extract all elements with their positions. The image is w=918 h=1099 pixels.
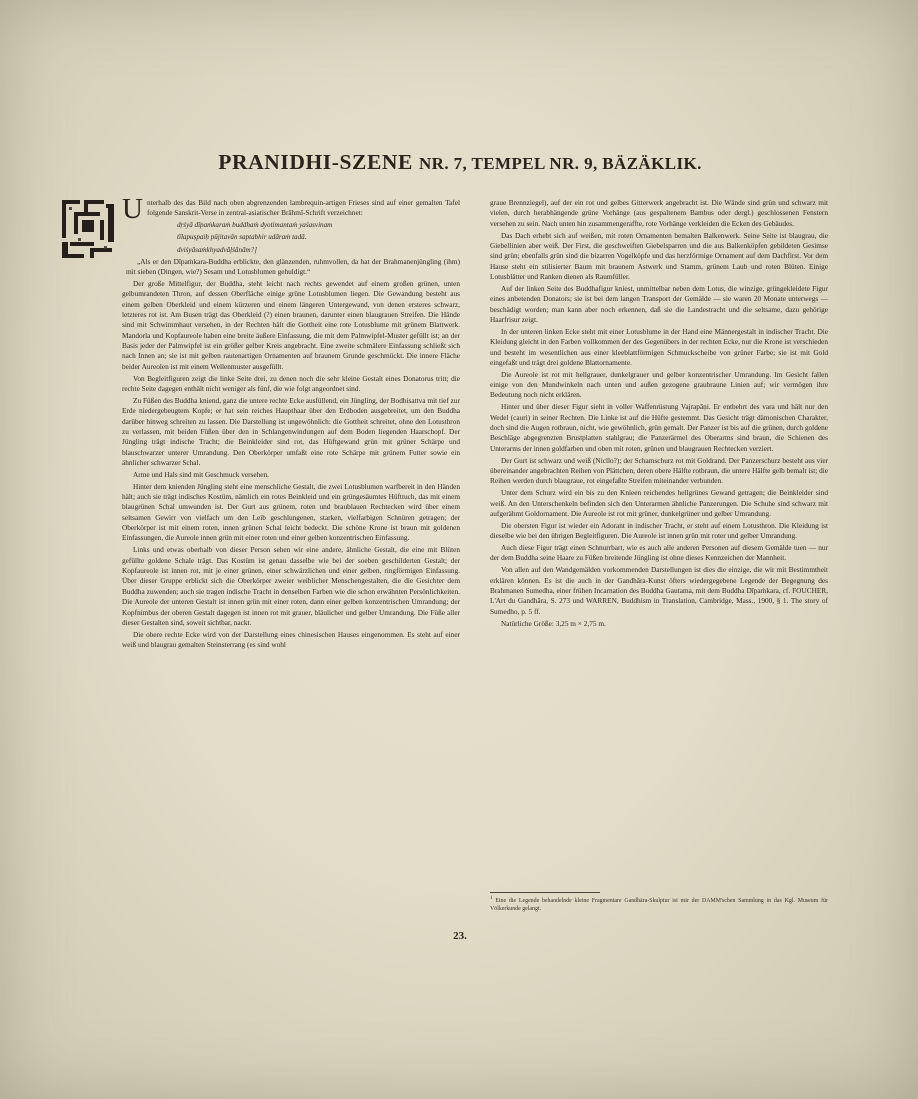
sanskrit-verse-line: tīlapuṣpaiḥ pūjitavān saptabhir udāraṁ tadā. [177,233,307,242]
right-text-column [490,198,828,630]
paragraph-text: nterhalb des das Bild nach oben abgrenzenden lambrequin-artigen Frieses sind auf einer gemalten Tafel folgende Sanskrit-Verse in zentral-asiatischer Brāhmī-Schrift verzeichnet: [146,198,460,218]
paragraph: In der unteren linken Ecke steht mit einer Lotusblume in der Hand eine Männergestalt in indischer Tracht. Die Kleidung gleicht in den Farben vollkommen der des Gegenübers in der rechten Ecke, nur die Krone ist verschieden und besteht im wesentlichen aus einer kleeblattförmigen Schmuckscheibe von grüner Farbe; sie ist mit Gold eingefaßt und trägt drei goldene Blattornamente. [490,326,828,367]
paragraph: Die obere rechte Ecke wird von der Darstellung eines chinesischen Hauses eingenommen. Es steht auf einer weiß und blaugrau gemalten Steinsterrang (es sind wohl [122,629,460,650]
page-title [60,150,860,175]
decorative-initial-ornament [60,198,116,260]
paragraph: Arme und Hals sind mit Geschmuck versehen. [133,469,269,479]
drop-cap: U [122,193,143,225]
footnote-text: Eine die Legende behandelnde kleine Fragmentare Gandhāra-Skulptur ist mir der DAMM'schen Sammlung in das Kgl. Museum für Völkerkunde gelangt. [490,897,828,913]
sanskrit-verse-line: dviśyāsaṁkhyadvāļśānām?] [177,245,257,254]
paragraph: Auf der linken Seite des Buddhafigur kniest, unmittelbar neben dem Lotus, die winzige, grüngekleidete Figur eines anbetenden Donators; sie ist bei dem langen Transport der Gemälde — sie waren 20 Monate unterwegs — beschädigt worden; man kann aber noch erkennen, daß sie die Landestracht und die seltsame, dazu gehörige Haarfrisur zeigt. [490,283,828,324]
page-number: 23. [453,930,467,942]
paragraph: Die obersten Figur ist wieder ein Adorant in indischer Tracht, er steht auf einem Lotusthron. Die Kleidung ist dieselbe wie bei den übrigen Begleitfiguren. Die Aureole ist innen grün mit roter und gelber Umrandung. [490,520,828,541]
paragraph: Auch diese Figur trägt einen Schnurrbart, wie es auch alle anderen Personen auf diesem Gemälde tuen — nur der dem Buddha seine Haare zu Füßen breitende Jüngling ist ohne dieses Kennzeichen der Mannheit. [490,543,828,563]
paragraph: Natürliche Größe: 3,25 m × 2,75 m. [501,618,606,628]
paragraph: Der Gurt ist schwarz und weiß (Nicllo?); der Schamschurz rot mit Goldrand. Der Panzerschurz besteht aus vier übereinander angebrachten Reihen von Plättchen, deren obere Hälfte rotbraun, die untere Hälfte gelb bemalt ist; die Reihen werden durch blaugraue, rot eingefaßte Streifen miteinander verbunden. [490,455,828,486]
sanskrit-verse-line: dṛśyā dīpaṁkaraṁ buddhaṁ dyotimantaṁ yaśasvinam [177,221,333,230]
paragraph: graue Brennziegel), auf der ein rot und gelbes Gitterwerk angebracht ist. Die Wände sind grün und schwarz mit vielen, durch herabhängende grüne Vorhänge (aus gespaltenem Bambus oder dergl.) geschlossenen Fenstern versehen zu sein. Nach unten hin zusammengeraffte, rote Vorhänge verkleiden die Ecken des Gebäudes. [490,198,828,228]
paragraph: Unter dem Schurz wird ein bis zu den Knieen reichendes hellgrünes Gewand getragen; die Beinkleider sind weiß. An den Unterschenkeln befinden sich den Unterarmen ähnliche Panzerungen. Die Schuhe sind schwarz mit aufgerähmt Goldornament. Die Aureole ist rot mit grüner, dunkelgrüner und gelber Umrandung. [490,488,828,518]
page-title-main: PRANIDHI-SZENE [218,150,413,174]
paragraph: Von allen auf den Wandgemälden vorkommenden Darstellungen ist dies die einzige, die wir mit Bestimmtheit erklären können. Es ist die auch in der Gandhāra-Kunst öfters wiedergegebene Legende der Begegnung des Brahmanen Sumedha, einer frühen Incarnation des Buddha Gautama, mit dem Buddha Dīpaṁkara, cf. FOUCHER, L'Art du Gandhāra, S. 273 und WARREN, Buddhism in Translation, Cambridge, Mass., 1900, § 1. The story of Sumedho, p. 5 ff. [490,565,828,616]
paragraph: Die Aureole ist rot mit hellgrauer, dunkelgrauer und gelber konzentrischer Umrandung. Im Gesicht fallen einige von den Mundwinkeln nach unten und außen gezogene graubraune Linien auf; wir vermögen ihre Bedeutung noch nicht erklären. [490,369,828,400]
paragraph [122,193,460,225]
footnote-rule [490,892,600,893]
paragraph: Das Dach erhebt sich auf weißen, mit roten Ornamenten bemalten Balkenwerk. Seine Seite ist blaugrau, die Giebellinien aber weiß. Der First, die geschweiften Giebelsparren und die aus Balkenköpfen gebildeten Gesimse sind grün; ebenfalls grün sind die bizarren Vogelköpfe und das herzförmige Ornament auf dem Dachfirst. Vor dem Hause steht ein stilisierter Baum mit braunem Astwerk und Stamm, grünem Laub und roten Blüten. Einige Lotusblätter und Ranken dienen als Raumfüller. [490,230,828,282]
paragraph: Links und etwas oberhalb von dieser Person sehen wir eine andere, ähnliche Gestalt, die eine mit Blüten gefüllte goldene Schale trägt. Das Kostüm ist genau dasselbe wie bei der soeben geschilderten Gestalt; der Kopfaureole ist innen rot, mit je einer grünen, einer schwärzlichen und einer gelben, ringförmigen Einfassung. Über dieser Gruppe erblickt sich die Oberkörper zweier weiblicher Menschengestalten, die die Gesichter dem Buddha zuwenden; auch sie tragen indische Tracht in denselben Farben wie die schon erwähnten Persönlichkeiten. Die Aureole der unteren Gestalt ist innen grün mit einer roten, dann einer gelben konzentrischen Umrandung; der Kopfnimbus der oberen Gestalt dagegen ist innen rot mit grauer, bläulicher und gelber Umrandung. Die Füße aller dieser Gestalten sind, soweit sichtbar, nackt. [122,545,460,627]
paragraph: Hinter und über dieser Figur sieht in voller Waffenrüstung Vajrapāṇi. Er entbehrt des vara und hält nur den Wedel (cauri) in seiner Rechten. Die Linke ist auf die Hüfte gestemmt. Das Gesicht trägt dämonischen Charakter, doch sind die Augen rotbraun, nicht, wie gewöhnlich, grün gemalt. Der Panzer ist bis auf die grünen, durch goldene Beschläge abgegrenzten Brustplatten stahlgrau; die Panzerärmel des Oberarms sind braun, die Schienen des Unterarms der innen goldfarben und oben mit roten, grünen und blaugrauen Rechtecken verziert. [490,402,828,453]
footnote-body [490,896,828,913]
page-sheet [60,30,860,1050]
paragraph: Von Begleitfiguren zeigt die linke Seite drei, zu denen noch die sehr kleine Gestalt eines Donatorus tritt; die rechte Seite dagegen enthält nicht weniger als fünf, die wie folgt angeordnet sind. [122,373,460,393]
footnote [490,892,828,913]
left-text-column [122,193,460,652]
footnote-marker: 1 [490,896,493,901]
paragraph: Hinter dem knienden Jüngling steht eine menschliche Gestalt, die zwei Lotusblumen warfbereit in den Händen hält; auch sie trägt indisches Kostüm, nämlich ein rotes Beinkleid und ein grüngesäumtes Hüfttuch, das mit einem blaugrünen Schal umwunden ist. Der Gurt aus grünem, roten und braublauen Rechtecken wird über einem seltsamen Gewirr von vielfach um den Leib geschlungenen, starken, vielfarbigen Schnüren getragen; der Oberkörper ist mit einem roten, innen grünen Schal leicht bedeckt. Die schöne Krone ist braun mit goldenen Einfassungen, die Aureole innen grün mit einer roten und einer gelben konzentrischen Einfassung. [122,481,460,543]
page-title-rest: NR. 7, TEMPEL NR. 9, BÄZÄKLIK. [418,154,702,173]
paragraph: Der große Mittelfigur, der Buddha, steht leicht nach rechts gewendet auf einem großen grünen, unten gelbumrandeten Thron, auf dessen Oberfläche einige grüne Lotusblumen liegen. Die Gewandung besteht aus einem gelben Oberkleid und einem kürzeren und einem längeren Untergewand, von denen ersteres schwarz, letzteres rot ist. Am Busen trägt das Oberkleid (?) einen braunen, darunter einen blaugrauen Streifen. Die Hände sind mit Schwimmhaut versehen, in der Rechten hält die Gottheit eine rote Lotusblume mit grünem Blattwerk. Mandorla und Kopfaureole haben eine breite äußere Einfassung, die mit dem Palmwipfel-Muster gefüllt ist; an der Basis jeder der Palmwipfel ist ein größer gelber Kreis angebracht. Eine zweite schmälere Einfassung schließt sich nach Innen an; sie ist mit gelben rautenartigen Ornamenten auf braunem Grunde geschmückt. Die innere Fläche beider Aureolen ist mit einem Wellenmuster ausgefüllt. [122,278,460,371]
translation-quote: „Als er den Dīpaṁkara-Buddha erblickte, den glänzenden, ruhmvollen, da hat der Brahmanenjüngling (ihm) mit sieben (Dingen, wie?) Sesam und Lotusblumen gehuldigt.“ [126,256,460,276]
paragraph: Zu Füßen des Buddha kniend, ganz die untere rechte Ecke ausfüllend, ein Jüngling, der Bodhisattva mit tief zur Erde niedergebeugtem Kopfe; er hat sein reiches Haupthaar über den Erdboden ausgebreitet, um den Buddha darüber hinweg schreiten zu lassen. Die Darstellung ist ungewöhnlich: die Gottheit schreitet, ohne den Lotusthron zu verlassen, mit beiden Füßen über den in Schlangenwindungen auf dem Boden liegenden Haarschopf. Der Jüngling trägt indische Tracht; die Beinkleider sind rot, das Hüftgewand grün mit grüner Schärpe und blauschwarzer unterer Umrandung. Den Oberkörper umfaßt eine rote Schärpe mit grünem Futter sowie ein ähnlicher schwarzer Schal. [122,395,460,467]
